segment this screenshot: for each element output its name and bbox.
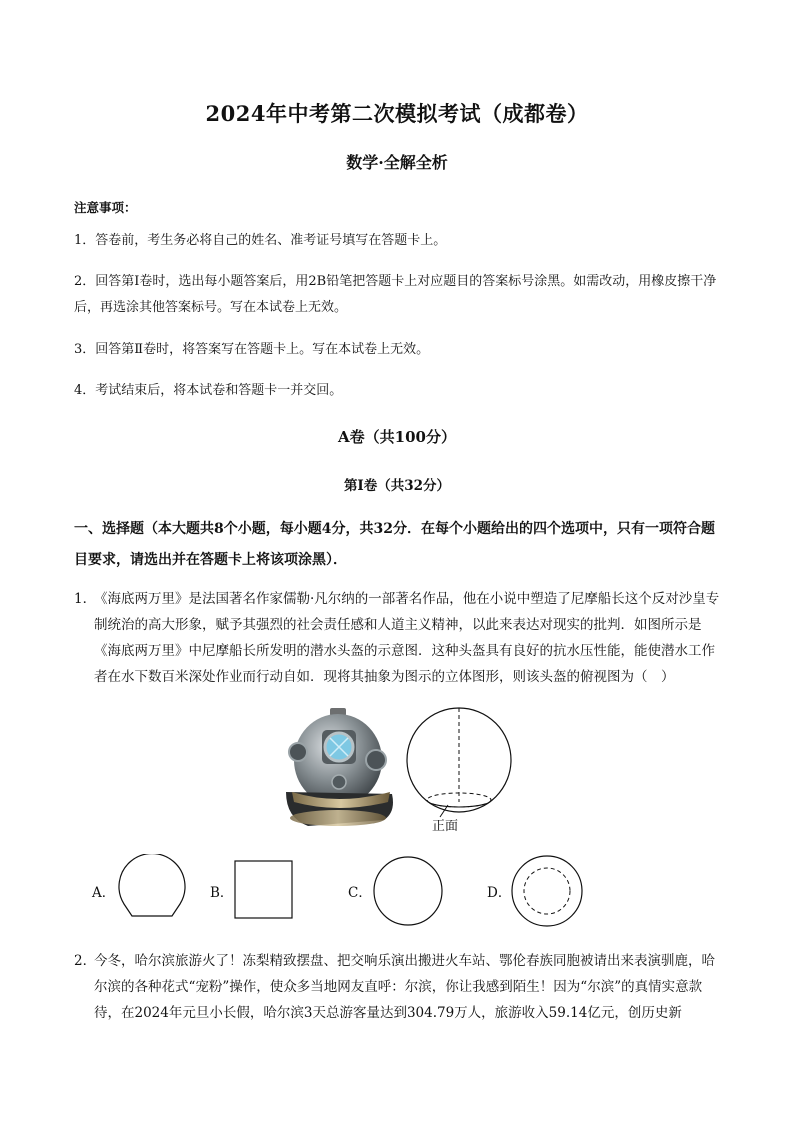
page-subtitle: 数学·全解全析 xyxy=(346,153,448,172)
note-item-2: 2．回答第Ⅰ卷时，选出每小题答案后，用2B铅笔把答题卡上对应题目的答案标号涂黑。如需改动，用橡皮擦干净后，再选涂其他答案标号。写在本试卷上无效。 xyxy=(74,274,717,315)
option-a-label: A． xyxy=(92,885,116,901)
page-title: 2024年中考第二次模拟考试（成都卷） xyxy=(205,101,589,126)
question-number: 1． xyxy=(74,591,97,607)
front-label: 正面 xyxy=(432,819,459,834)
section-volume-1: 第Ⅰ卷（共32分） xyxy=(343,478,451,494)
option-d-figure xyxy=(508,852,586,930)
question-text: 今冬，哈尔滨旅游火了！冻梨精致摆盘、把交响乐演出搬进火车站、鄂伦春族同胞被请出来表演驯鹿，哈尔滨的各种花式“宠粉”操作，使众多当地网友直呼：尔滨，你让我感到陌生！因为“尔滨”的真情实意款待，在2024年元旦小长假，哈尔滨3天总游客量达到304.79万人，旅游收入59.14亿元，创历史新 xyxy=(94,953,715,1021)
option-b-label: B． xyxy=(210,885,234,901)
option-b-figure xyxy=(232,858,296,922)
sphere-figure xyxy=(404,706,522,836)
question-2 xyxy=(74,948,726,1026)
option-a-figure xyxy=(114,854,190,928)
question-text: 《海底两万里》是法国著名作家儒勒·凡尔纳的一部著名作品，他在小说中塑造了尼摩船长这个反对沙皇专制统治的高大形象，赋予其强烈的社会责任感和人道主义精神，以此来表达对现实的批判．如图所示是《海底两万里》中尼摩船长所发明的潜水头盔的示意图．这种头盔具有良好的抗水压性能，能使潜水工作者在水下数百米深处作业而行动自如．现将其抽象为图示的立体图形，则该头盔的俯视图为（ ） xyxy=(94,591,720,685)
question-number: 2． xyxy=(74,953,97,969)
note-item-3: 3．回答第Ⅱ卷时，将答案写在答题卡上。写在本试卷上无效。 xyxy=(74,342,430,357)
question-1 xyxy=(74,586,726,690)
option-d-label: D． xyxy=(487,885,512,901)
notes-heading: 注意事项： xyxy=(74,200,137,215)
part-heading: 一、选择题（本大题共8个小题，每小题4分，共32分．在每个小题给出的四个选项中，只有一项符合题目要求，请选出并在答题卡上将该项涂黑）． xyxy=(74,521,715,568)
diving-helmet-image xyxy=(278,708,400,832)
option-c-label: C． xyxy=(348,885,372,901)
note-item-1: 1．答卷前，考生务必将自己的姓名、准考证号填写在答题卡上。 xyxy=(74,233,447,248)
option-c-figure xyxy=(370,853,446,929)
note-item-4: 4．考试结束后，将本试卷和答题卡一并交回。 xyxy=(74,383,343,398)
section-a-volume: A卷（共100分） xyxy=(338,428,456,446)
